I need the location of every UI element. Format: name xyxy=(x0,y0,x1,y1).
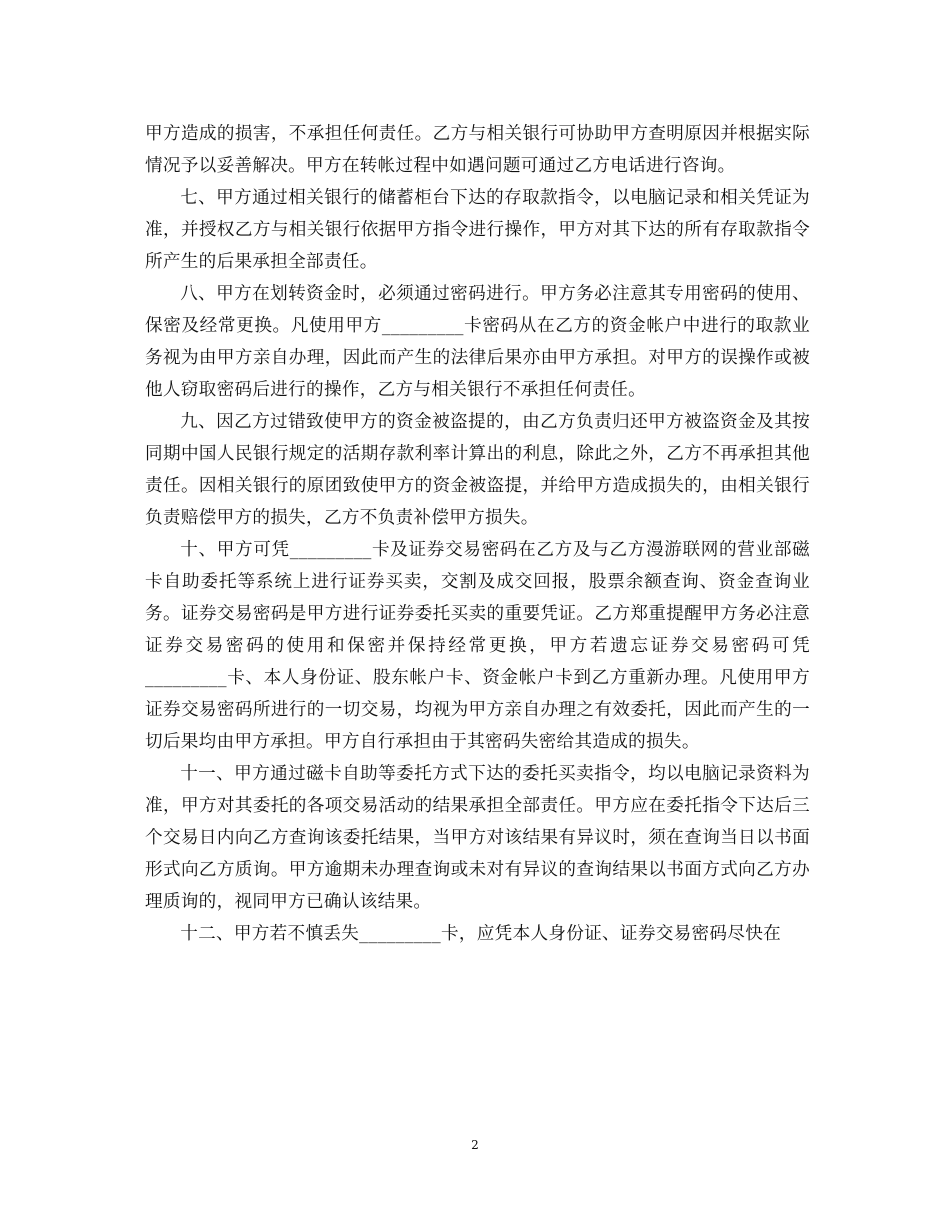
paragraph-clause-9: 九、因乙方过错致使甲方的资金被盗提的，由乙方负责归还甲方被盗资金及其按同期中国人民银行规定的活期存款利率计算出的利息，除此之外，乙方不再承担其他责任。因相关银行的原团致使甲方的资金被盗提，并给甲方造成损失的，由相关银行负责赔偿甲方的损失，乙方不负责补偿甲方损失。 xyxy=(145,412,810,528)
paragraph-clause-10: 十、甲方可凭_________卡及证券交易密码在乙方及与乙方漫游联网的营业部磁卡自助委托等系统上进行证券买卖，交割及成交回报，股票余额查询、资金查询业务。证券交易密码是甲方进行证券委托买卖的重要凭证。乙方郑重提醒甲方务必注意证券交易密码的使用和保密并保持经常更换，甲方若遗忘证券交易密码可凭_________卡、本人身份证、股东帐户卡、资金帐户卡到乙方重新办理。凡使用甲方证券交易密码所进行的一切交易，均视为甲方亲自办理之有效委托，因此而产生的一切后果均由甲方承担。甲方自行承担由于其密码失密给其造成的损失。 xyxy=(145,540,810,752)
page-number: 2 xyxy=(471,1138,479,1152)
paragraph-clause-12: 十二、甲方若不慎丢失_________卡，应凭本人身份证、证券交易密码尽快在 xyxy=(180,924,781,944)
paragraph-continuation: 甲方造成的损害，不承担任何责任。乙方与相关银行可协助甲方查明原因并根据实际情况予以妥善解决。甲方在转帐过程中如遇问题可通过乙方电话进行咨询。 xyxy=(145,124,810,176)
document-body xyxy=(145,118,810,950)
paragraph-clause-8: 八、甲方在划转资金时，必须通过密码进行。甲方务必注意其专用密码的使用、保密及经常更换。凡使用甲方_________卡密码从在乙方的资金帐户中进行的取款业务视为由甲方亲自办理，因此而产生的法律后果亦由甲方承担。对甲方的误操作或被他人窃取密码后进行的操作，乙方与相关银行不承担任何责任。 xyxy=(145,284,810,400)
paragraph-clause-11: 十一、甲方通过磁卡自助等委托方式下达的委托买卖指令，均以电脑记录资料为准，甲方对其委托的各项交易活动的结果承担全部责任。甲方应在委托指令下达后三个交易日内向乙方查询该委托结果，当甲方对该结果有异议时，须在查询当日以书面形式向乙方质询。甲方逾期未办理查询或未对有异议的查询结果以书面方式向乙方办理质询的，视同甲方已确认该结果。 xyxy=(145,764,810,912)
paragraph-clause-7: 七、甲方通过相关银行的储蓄柜台下达的存取款指令，以电脑记录和相关凭证为准，并授权乙方与相关银行依据甲方指令进行操作，甲方对其下达的所有存取款指令所产生的后果承担全部责任。 xyxy=(145,188,810,272)
